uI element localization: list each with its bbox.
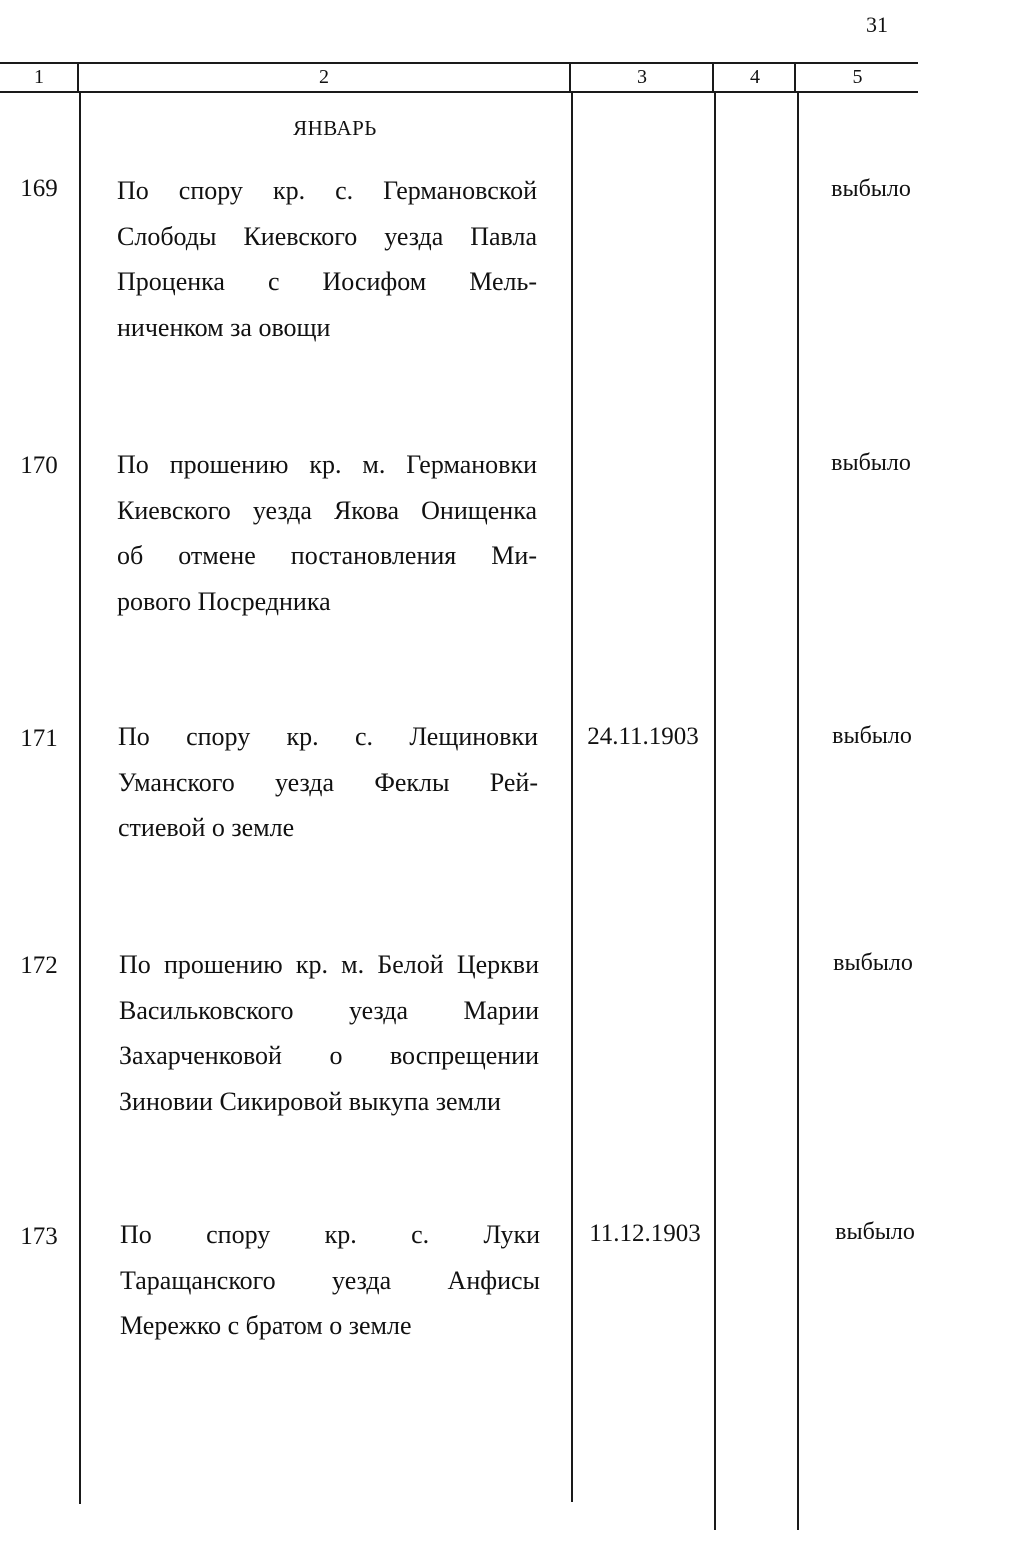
entry-description-line: Проценка с Иосифом Мель- [117, 267, 537, 296]
column-header-2: 2 [319, 66, 329, 88]
entry-number: 169 [20, 175, 58, 202]
entry-number: 171 [20, 725, 58, 752]
entry-description-line: Зиновии Сикировой выкупа земли [119, 1086, 501, 1116]
entry-number: 172 [20, 952, 58, 979]
entry-description-line: Киевского уезда Якова Онищенка [117, 495, 537, 525]
entry-status: выбыло [831, 450, 911, 476]
entry-description-line: Уманского уезда Феклы Рей- [118, 767, 538, 797]
entry-description-line: По прошению кр. м. Германовки [117, 450, 537, 479]
entry-number: 173 [20, 1223, 58, 1250]
entry-date: 11.12.1903 [589, 1220, 701, 1247]
column-divider-1-body [79, 92, 81, 1504]
column-header-4: 4 [750, 66, 760, 88]
entry-description-line: Слободы Киевского уезда Павла [117, 221, 537, 251]
entry-date: 24.11.1903 [587, 723, 699, 750]
entry-description [119, 942, 539, 1124]
entry-description [117, 168, 537, 350]
entry-status: выбыло [833, 950, 913, 976]
table-top-rule [0, 62, 918, 64]
entry-description-line: Таращанского уезда Анфисы [120, 1265, 540, 1295]
entry-description-line: Захарченковой о воспрещении [119, 1041, 539, 1070]
entry-description-line: По спору кр. с. Германовской [117, 176, 537, 205]
entry-description-line: рового Посредника [117, 586, 331, 616]
column-header-5: 5 [852, 66, 863, 88]
column-divider-4-body [797, 92, 799, 1530]
page-number: 31 [866, 12, 888, 37]
entry-description [120, 1212, 540, 1349]
entry-description-line: об отмене постановления Ми- [117, 541, 537, 570]
section-month: ЯНВАРЬ [293, 116, 377, 140]
entry-description [117, 442, 537, 624]
entry-description-line: ниченком за овощи [117, 312, 331, 342]
entry-status: выбыло [835, 1219, 915, 1245]
column-divider-3-body [714, 92, 716, 1530]
column-divider-2-body [571, 92, 573, 1502]
entry-number: 170 [20, 452, 58, 479]
entry-description-line: Мережко с братом о земле [120, 1311, 412, 1340]
entry-status: выбыло [832, 723, 912, 749]
entry-status: выбыло [831, 176, 911, 202]
entry-description-line: По прошению кр. м. Белой Церкви [119, 950, 539, 979]
entry-description-line: По спору кр. с. Луки [120, 1220, 540, 1249]
entry-description-line: По спору кр. с. Лещиновки [118, 722, 538, 751]
column-header-1: 1 [34, 66, 44, 88]
entry-description-line: стиевой о земле [118, 813, 295, 842]
entry-description [118, 714, 538, 851]
column-header-3: 3 [637, 66, 647, 88]
entry-description-line: Васильковского уезда Марии [119, 995, 539, 1025]
table-header-rule [0, 91, 918, 93]
